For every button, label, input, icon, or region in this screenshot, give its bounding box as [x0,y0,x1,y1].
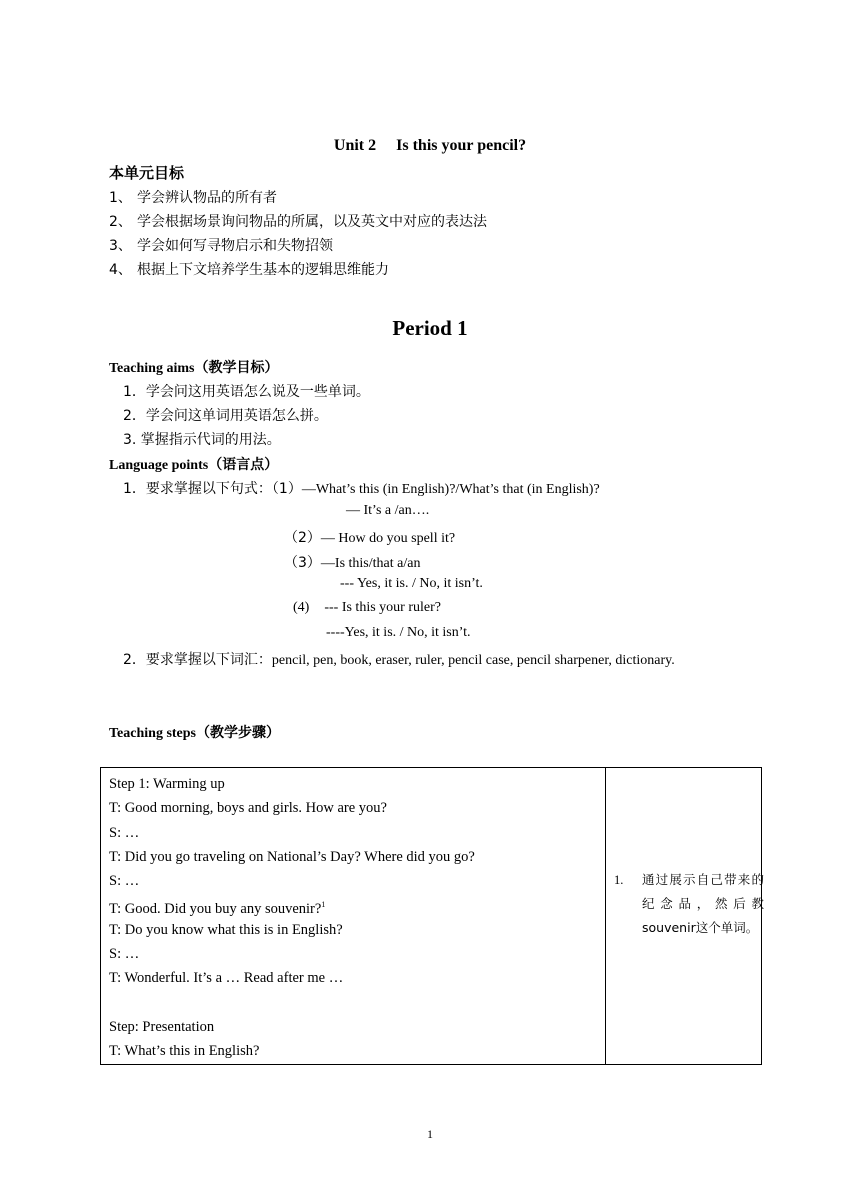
step-line: S: … [109,824,140,841]
language-point-2: 2．要求掌握以下词汇：pencil, pen, book, eraser, ruler, pencil case, pencil sharpener, dictionary. [123,652,675,668]
objective-item: 3、 学会如何写寻物启示和失物招领 [109,238,333,254]
steps-dialogue-cell [101,768,606,1065]
step-line-blank [109,991,605,1015]
teaching-aims-heading: Teaching aims（教学目标） [109,360,279,376]
step-line: S: … [109,873,140,890]
step-line: T: Good morning, boys and girls. How are you? [109,800,387,817]
teaching-steps-heading: Teaching steps（教学步骤） [109,725,281,741]
unit-label: Unit 2 [333,137,377,154]
steps-table [100,767,762,1065]
footnote-mark: 1 [321,900,326,910]
objective-item: 1、 学会辨认物品的所有者 [109,190,277,206]
teacher-note [614,868,764,940]
sentence-4: (4) --- Is this your ruler? [293,600,441,615]
steps-note-cell [606,768,762,1065]
sentence-3: （3）—Is this/that a/an [284,555,421,571]
step-line: T: Wonderful. It’s a … Read after me … [109,970,344,987]
objective-item: 4、 根据上下文培养学生基本的逻辑思维能力 [109,262,389,278]
sentence-2: （2）— How do you spell it? [284,530,456,546]
aim-item: 2．学会问这单词用英语怎么拼。 [123,408,328,424]
unit-title [0,137,860,155]
step-line: T: What’s this in English? [109,1043,260,1060]
sentence-3-answer: --- Yes, it is. / No, it isn’t. [340,576,483,591]
page-number: 1 [427,1127,433,1141]
aim-item: 1．学会问这用英语怎么说及一些单词。 [123,384,370,400]
sentence-4-answer: ----Yes, it is. / No, it isn’t. [326,625,471,640]
step-line-with-footnote: T: Good. Did you buy any souvenir?$^1$ [109,900,326,918]
language-point-1: 1．要求掌握以下句式：（1）—What’s this (in English)?/What’s that (in English)? [123,481,600,497]
period-title: Period 1 [392,316,468,340]
objective-item: 2、 学会根据场景询问物品的所属，以及英文中对应的表达法 [109,214,487,230]
unit-question: Is this your pencil? [396,137,527,154]
note-text: 通过展示自己带来的纪念品，然后教souvenir这个单词。 [642,872,764,935]
step-line: Step 1: Warming up [109,776,225,792]
step-line: T: Do you know what this is in English? [109,921,343,938]
step-line: T: Did you go traveling on National’s Day? Where did you go? [109,848,475,865]
step-line: Step: Presentation [109,1018,215,1035]
sentence-1-answer: — It’s a /an…. [346,503,430,518]
note-number: 1. [614,873,624,887]
language-points-heading: Language points（语言点） [109,457,279,473]
step-line: S: … [109,946,140,963]
aim-item: 3. 掌握指示代词的用法。 [123,432,281,448]
unit-objectives-heading: 本单元目标 [109,164,185,182]
